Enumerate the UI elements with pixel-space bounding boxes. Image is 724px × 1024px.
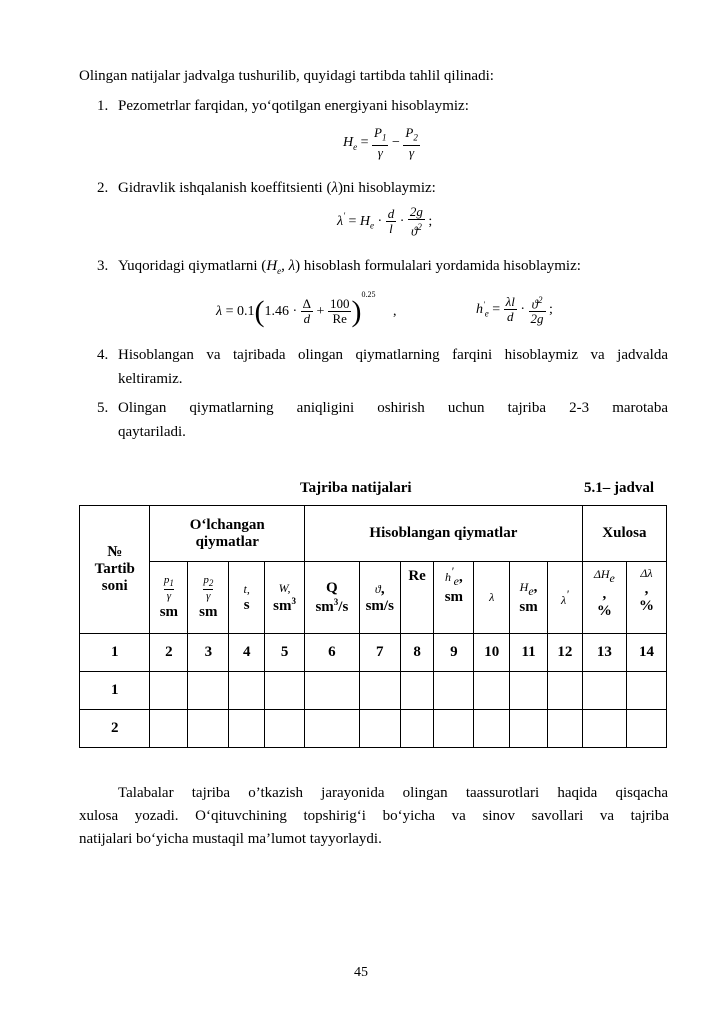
header-tartib-soni: № Tartib soni xyxy=(80,506,150,634)
table-number: 5.1– jadval xyxy=(584,480,655,496)
step-5-text-line1: Olingan qiymatlarning aniqligini oshirish uchun tajriba 2-3 marotaba xyxy=(118,400,668,416)
closing-line-2: xulosa yozadi. O‘qituvchining topshirig‘i bo‘yicha va sinov savollari va tajriba xyxy=(79,808,669,824)
step-1-text: Pezometrlar farqidan, yo‘qotilgan energiyani hisoblaymiz: xyxy=(118,98,469,114)
header-calculated-values: Hisoblangan qiymatlar xyxy=(305,506,583,562)
col-number: 3 xyxy=(188,634,229,672)
col-number: 8 xyxy=(400,634,434,672)
col-number: 4 xyxy=(229,634,265,672)
table-header-row-1 xyxy=(80,506,667,562)
closing-line-1: Talabalar tajriba o’tkazish jarayonida olingan taassurotlari haqida qisqacha xyxy=(118,785,668,801)
header-conclusion: Xulosa xyxy=(582,506,666,562)
table-header-row-2 xyxy=(80,562,667,634)
formula-lambda-calculation: λ = 0.1(1.46 · $\frac{\Delta}{d}$ + $\frac{100}{Re}$ )$^{0.25}$ , xyxy=(216,290,397,328)
step-2-number: 2. xyxy=(97,180,109,196)
col-number: 11 xyxy=(510,634,548,672)
header-time: t, s xyxy=(229,562,265,634)
formula-energy-loss: $H_e$ = $\frac{P_1}{\gamma}$ − $\frac{P_2}{\gamma}$ xyxy=(343,125,418,160)
col-number: 1 xyxy=(80,634,150,672)
col-number: 5 xyxy=(265,634,305,672)
header-delta-lambda: Δλ , % xyxy=(626,562,666,634)
col-number: 7 xyxy=(359,634,400,672)
col-number: 2 xyxy=(150,634,188,672)
header-measured-values: O‘lchangan qiymatlar xyxy=(150,506,305,562)
results-table xyxy=(79,505,667,748)
row-number: 1 xyxy=(80,672,150,710)
col-number: 10 xyxy=(474,634,510,672)
step-1-number: 1. xyxy=(97,98,109,114)
header-lambda-prime: λ' xyxy=(547,562,582,634)
col-number: 12 xyxy=(547,634,582,672)
page-number: 45 xyxy=(354,965,368,980)
header-velocity: ϑ, sm/s xyxy=(359,562,400,634)
col-number: 9 xyxy=(434,634,474,672)
col-number: 6 xyxy=(305,634,360,672)
header-volume: W, $sm^3$ xyxy=(265,562,305,634)
formula-friction-coefficient: $\lambda' = H_e$ · $\frac{d}{l}$ · $\frac{2g}{ϑ^2}$ ; xyxy=(337,204,433,239)
step-2-text: Gidravlik ishqalanish koeffitsienti (λ)ni hisoblaymiz: xyxy=(118,180,436,196)
col-number: 14 xyxy=(626,634,666,672)
header-flow-rate: Q $sm^3/s$ xyxy=(305,562,360,634)
table-row xyxy=(80,710,667,748)
header-lambda: λ xyxy=(474,562,510,634)
step-3-text: Yuqoridagi qiymatlarni ($H_e$, λ) hisoblash formulalari yordamida hisoblaymiz: xyxy=(118,258,581,276)
formula-head-loss: $h'_e$ = $\frac{\lambda l}{d}$ · $\frac{ϑ^2}{2g}$ ; xyxy=(476,294,553,327)
header-he: $H_e$, sm xyxy=(510,562,548,634)
col-number: 13 xyxy=(582,634,626,672)
header-p2-gamma: $\frac{p_2}{\gamma}$ sm xyxy=(188,562,229,634)
header-delta-he: $\Delta H_e$ , % xyxy=(582,562,626,634)
table-row xyxy=(80,672,667,710)
table-title: Tajriba natijalari xyxy=(300,480,412,496)
intro-text: Olingan natijalar jadvalga tushurilib, quyidagi tartibda tahlil qilinadi: xyxy=(79,68,494,84)
header-reynolds: Re xyxy=(400,562,434,634)
step-4-text-line1: Hisoblangan va tajribada olingan qiymatlarning farqini hisoblaymiz va jadvalda xyxy=(118,347,668,363)
table-numbering-row xyxy=(80,634,667,672)
header-he-prime: $h'_e$, sm xyxy=(434,562,474,634)
step-4-text-line2: keltiramiz. xyxy=(118,371,183,387)
step-3-number: 3. xyxy=(97,258,109,274)
header-p1-gamma: $\frac{p_1}{\gamma}$ sm xyxy=(150,562,188,634)
step-5-number: 5. xyxy=(97,400,109,416)
step-4-number: 4. xyxy=(97,347,109,363)
step-5-text-line2: qaytariladi. xyxy=(118,424,186,440)
row-number: 2 xyxy=(80,710,150,748)
closing-line-3: natijalari bo‘yicha mustaqil ma’lumot tayyorlaydi. xyxy=(79,831,382,847)
